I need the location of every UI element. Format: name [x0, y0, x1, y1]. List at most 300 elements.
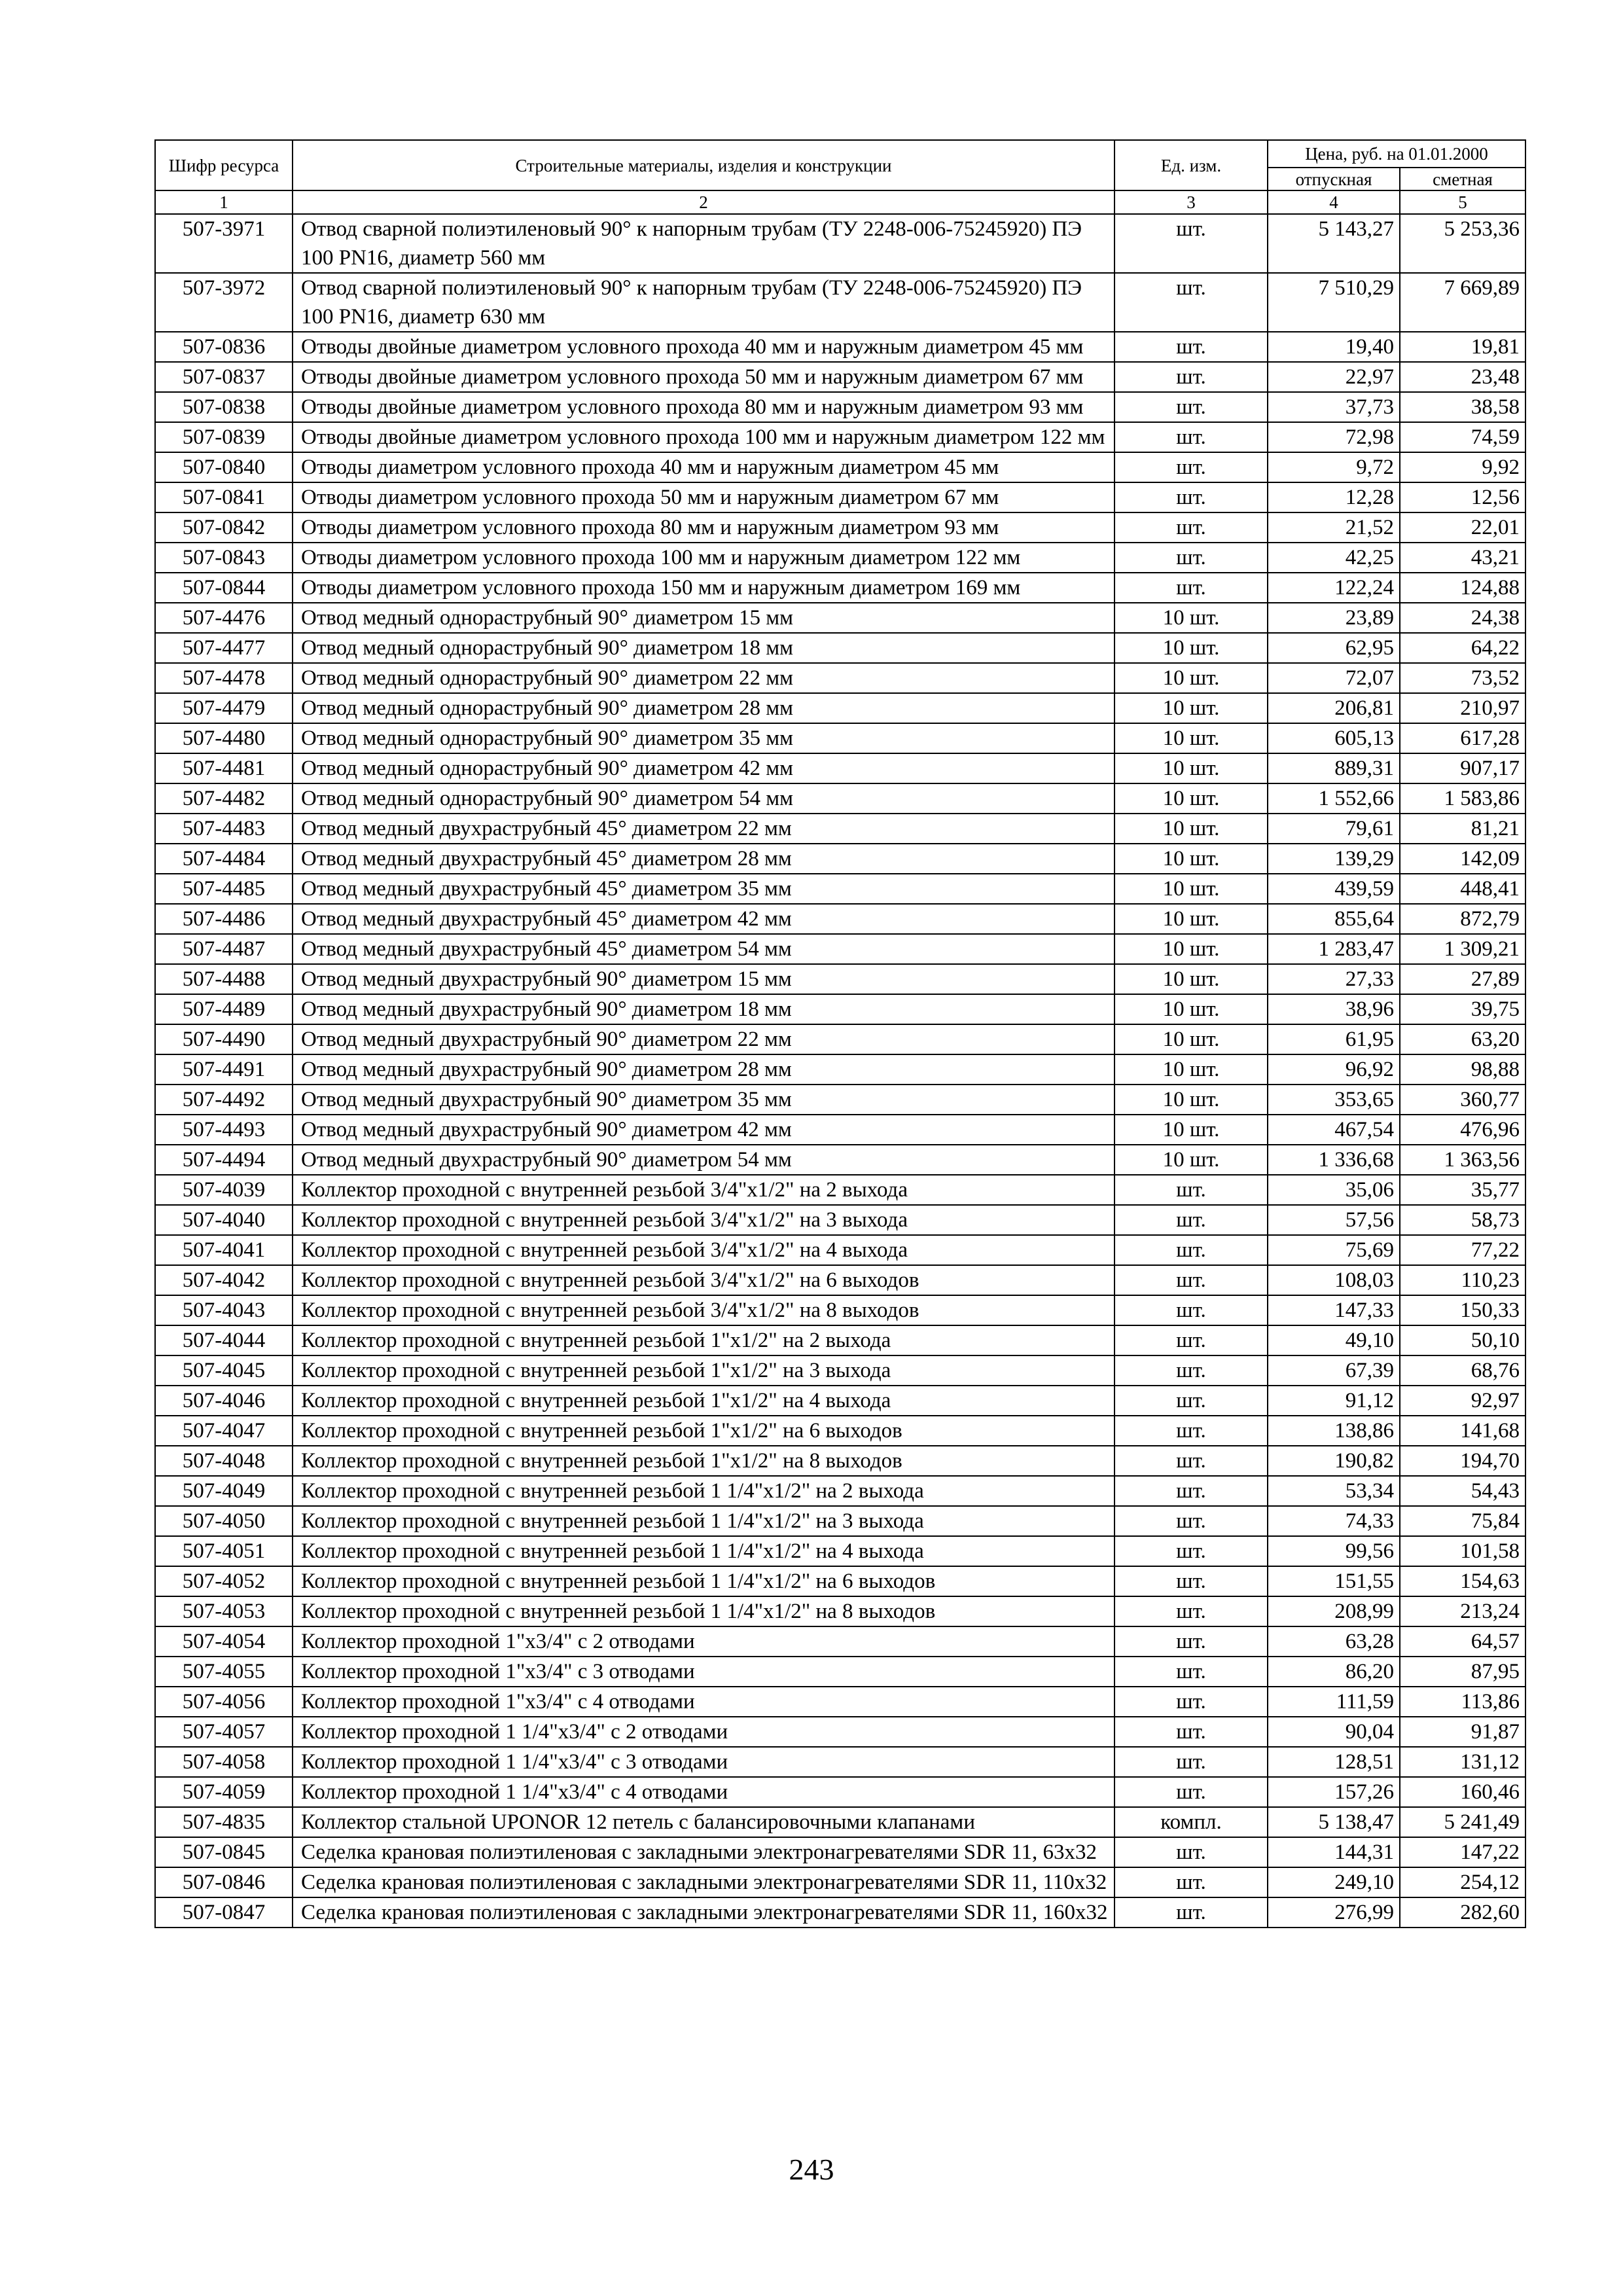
table-row — [155, 994, 1525, 1024]
resource-code: 507-4044 — [155, 1325, 293, 1355]
resource-code: 507-4039 — [155, 1175, 293, 1205]
estimate-price: 58,73 — [1400, 1205, 1525, 1235]
release-price: 249,10 — [1268, 1867, 1400, 1897]
material-name: Коллектор проходной с внутренней резьбой 3/4"x1/2" на 4 выхода — [293, 1235, 1115, 1265]
resource-code: 507-4043 — [155, 1295, 293, 1325]
unit-of-measure: шт. — [1115, 1536, 1268, 1566]
unit-of-measure: 10 шт. — [1115, 693, 1268, 723]
release-price: 91,12 — [1268, 1386, 1400, 1416]
page-number: 243 — [789, 2153, 834, 2186]
resource-code: 507-4490 — [155, 1024, 293, 1054]
release-price: 74,33 — [1268, 1506, 1400, 1536]
table-row — [155, 964, 1525, 994]
unit-of-measure: шт. — [1115, 1476, 1268, 1506]
resource-code: 507-4040 — [155, 1205, 293, 1235]
estimate-price: 23,48 — [1400, 362, 1525, 392]
table-row — [155, 1446, 1525, 1476]
material-name: Отвод медный двухраструбный 45° диаметром 42 мм — [293, 904, 1115, 934]
table-body — [155, 214, 1525, 1928]
table-row — [155, 723, 1525, 753]
resource-code: 507-4042 — [155, 1265, 293, 1295]
material-name: Коллектор проходной 1"x3/4" с 4 отводами — [293, 1687, 1115, 1717]
release-price: 5 143,27 — [1268, 214, 1400, 273]
estimate-price: 213,24 — [1400, 1596, 1525, 1626]
material-name: Отвод медный однораструбный 90° диаметром 42 мм — [293, 753, 1115, 783]
estimate-price: 448,41 — [1400, 874, 1525, 904]
estimate-price: 39,75 — [1400, 994, 1525, 1024]
table-row — [155, 1506, 1525, 1536]
unit-of-measure: шт. — [1115, 543, 1268, 573]
material-name: Отводы двойные диаметром условного прохода 80 мм и наружным диаметром 93 мм — [293, 392, 1115, 422]
table-row — [155, 1085, 1525, 1115]
estimate-price: 150,33 — [1400, 1295, 1525, 1325]
estimate-price: 907,17 — [1400, 753, 1525, 783]
estimate-price: 38,58 — [1400, 392, 1525, 422]
estimate-price: 92,97 — [1400, 1386, 1525, 1416]
estimate-price: 91,87 — [1400, 1717, 1525, 1747]
resource-code: 507-0845 — [155, 1837, 293, 1867]
material-name: Отвод медный двухраструбный 45° диаметром 35 мм — [293, 874, 1115, 904]
material-name: Коллектор проходной 1 1/4"x3/4" с 2 отводами — [293, 1717, 1115, 1747]
material-name: Коллектор проходной с внутренней резьбой 1"x1/2" на 2 выхода — [293, 1325, 1115, 1355]
material-name: Отвод медный двухраструбный 90° диаметром 18 мм — [293, 994, 1115, 1024]
material-name: Коллектор проходной с внутренней резьбой 1"x1/2" на 8 выходов — [293, 1446, 1115, 1476]
unit-of-measure: шт. — [1115, 1596, 1268, 1626]
material-name: Отвод медный двухраструбный 90° диаметром 35 мм — [293, 1085, 1115, 1115]
release-price: 99,56 — [1268, 1536, 1400, 1566]
table-row — [155, 904, 1525, 934]
unit-of-measure: шт. — [1115, 1265, 1268, 1295]
release-price: 190,82 — [1268, 1446, 1400, 1476]
estimate-price: 131,12 — [1400, 1747, 1525, 1777]
material-name: Отводы двойные диаметром условного прохода 50 мм и наружным диаметром 67 мм — [293, 362, 1115, 392]
resource-code: 507-4054 — [155, 1626, 293, 1657]
price-table-sheet — [154, 139, 1525, 1928]
release-price: 122,24 — [1268, 573, 1400, 603]
release-price: 889,31 — [1268, 753, 1400, 783]
unit-of-measure: 10 шт. — [1115, 934, 1268, 964]
unit-of-measure: шт. — [1115, 1867, 1268, 1897]
material-name: Отвод медный однораструбный 90° диаметром 18 мм — [293, 633, 1115, 663]
unit-of-measure: шт. — [1115, 1837, 1268, 1867]
estimate-price: 27,89 — [1400, 964, 1525, 994]
table-row — [155, 273, 1525, 332]
table-header — [155, 140, 1525, 214]
estimate-price: 98,88 — [1400, 1054, 1525, 1085]
unit-of-measure: шт. — [1115, 1355, 1268, 1386]
material-name: Коллектор проходной с внутренней резьбой 1"x1/2" на 3 выхода — [293, 1355, 1115, 1386]
material-name: Отвод медный двухраструбный 90° диаметром 15 мм — [293, 964, 1115, 994]
release-price: 128,51 — [1268, 1747, 1400, 1777]
unit-of-measure: 10 шт. — [1115, 1085, 1268, 1115]
material-name: Коллектор проходной 1"x3/4" с 2 отводами — [293, 1626, 1115, 1657]
estimate-price: 160,46 — [1400, 1777, 1525, 1807]
estimate-price: 476,96 — [1400, 1115, 1525, 1145]
unit-of-measure: 10 шт. — [1115, 783, 1268, 814]
table-row — [155, 1657, 1525, 1687]
table-row — [155, 1175, 1525, 1205]
header-release-price: отпускная — [1268, 168, 1400, 190]
resource-code: 507-4482 — [155, 783, 293, 814]
estimate-price: 7 669,89 — [1400, 273, 1525, 332]
release-price: 151,55 — [1268, 1566, 1400, 1596]
material-name: Коллектор проходной с внутренней резьбой 1 1/4"x1/2" на 4 выхода — [293, 1536, 1115, 1566]
unit-of-measure: шт. — [1115, 1325, 1268, 1355]
material-name: Седелка крановая полиэтиленовая с закладными электронагревателями SDR 11, 110x32 — [293, 1867, 1115, 1897]
resource-code: 507-4057 — [155, 1717, 293, 1747]
material-name: Отводы диаметром условного прохода 100 мм и наружным диаметром 122 мм — [293, 543, 1115, 573]
header-price: Цена, руб. на 01.01.2000 — [1268, 140, 1525, 168]
unit-of-measure: шт. — [1115, 1687, 1268, 1717]
release-price: 96,92 — [1268, 1054, 1400, 1085]
resource-code: 507-4050 — [155, 1506, 293, 1536]
resource-code: 507-4055 — [155, 1657, 293, 1687]
material-name: Коллектор проходной 1 1/4"x3/4" с 3 отводами — [293, 1747, 1115, 1777]
unit-of-measure: шт. — [1115, 362, 1268, 392]
material-name: Коллектор стальной UPONOR 12 петель с балансировочными клапанами — [293, 1807, 1115, 1837]
resource-code: 507-0838 — [155, 392, 293, 422]
unit-of-measure: шт. — [1115, 482, 1268, 512]
release-price: 5 138,47 — [1268, 1807, 1400, 1837]
release-price: 1 283,47 — [1268, 934, 1400, 964]
release-price: 7 510,29 — [1268, 273, 1400, 332]
estimate-price: 87,95 — [1400, 1657, 1525, 1687]
table-row — [155, 1747, 1525, 1777]
unit-of-measure: шт. — [1115, 1566, 1268, 1596]
resource-code: 507-4480 — [155, 723, 293, 753]
estimate-price: 124,88 — [1400, 573, 1525, 603]
unit-of-measure: 10 шт. — [1115, 904, 1268, 934]
resource-code: 507-4486 — [155, 904, 293, 934]
estimate-price: 210,97 — [1400, 693, 1525, 723]
release-price: 72,07 — [1268, 663, 1400, 693]
estimate-price: 154,63 — [1400, 1566, 1525, 1596]
table-row — [155, 753, 1525, 783]
resource-code: 507-3972 — [155, 273, 293, 332]
release-price: 208,99 — [1268, 1596, 1400, 1626]
material-name: Отводы диаметром условного прохода 50 мм и наружным диаметром 67 мм — [293, 482, 1115, 512]
material-name: Коллектор проходной с внутренней резьбой 1 1/4"x1/2" на 3 выхода — [293, 1506, 1115, 1536]
unit-of-measure: шт. — [1115, 1295, 1268, 1325]
material-name: Седелка крановая полиэтиленовая с закладными электронагревателями SDR 11, 160x32 — [293, 1897, 1115, 1928]
estimate-price: 141,68 — [1400, 1416, 1525, 1446]
unit-of-measure: шт. — [1115, 1657, 1268, 1687]
material-name: Отвод медный двухраструбный 90° диаметром 42 мм — [293, 1115, 1115, 1145]
resource-code: 507-4491 — [155, 1054, 293, 1085]
unit-of-measure: шт. — [1115, 573, 1268, 603]
estimate-price: 194,70 — [1400, 1446, 1525, 1476]
material-name: Коллектор проходной с внутренней резьбой 1 1/4"x1/2" на 2 выхода — [293, 1476, 1115, 1506]
header-unit: Ед. изм. — [1115, 140, 1268, 190]
unit-of-measure: 10 шт. — [1115, 1024, 1268, 1054]
estimate-price: 64,57 — [1400, 1626, 1525, 1657]
release-price: 21,52 — [1268, 512, 1400, 543]
header-col-number: 2 — [293, 190, 1115, 214]
table-row — [155, 1205, 1525, 1235]
resource-code: 507-0847 — [155, 1897, 293, 1928]
unit-of-measure: шт. — [1115, 392, 1268, 422]
material-name: Отвод медный однораструбный 90° диаметром 28 мм — [293, 693, 1115, 723]
resource-code: 507-4494 — [155, 1145, 293, 1175]
unit-of-measure: шт. — [1115, 1506, 1268, 1536]
release-price: 147,33 — [1268, 1295, 1400, 1325]
unit-of-measure: шт. — [1115, 1626, 1268, 1657]
unit-of-measure: 10 шт. — [1115, 633, 1268, 663]
table-row — [155, 1867, 1525, 1897]
material-name: Отвод медный однораструбный 90° диаметром 22 мм — [293, 663, 1115, 693]
unit-of-measure: 10 шт. — [1115, 603, 1268, 633]
table-row — [155, 603, 1525, 633]
unit-of-measure: 10 шт. — [1115, 1115, 1268, 1145]
unit-of-measure: 10 шт. — [1115, 723, 1268, 753]
material-name: Коллектор проходной 1 1/4"x3/4" с 4 отводами — [293, 1777, 1115, 1807]
resource-code: 507-4493 — [155, 1115, 293, 1145]
estimate-price: 282,60 — [1400, 1897, 1525, 1928]
material-name: Коллектор проходной с внутренней резьбой 3/4"x1/2" на 8 выходов — [293, 1295, 1115, 1325]
material-name: Отвод сварной полиэтиленовый 90° к напорным трубам (ТУ 2248-006-75245920) ПЭ 100 PN16, диаметр 560 мм — [293, 214, 1115, 273]
release-price: 108,03 — [1268, 1265, 1400, 1295]
estimate-price: 64,22 — [1400, 633, 1525, 663]
release-price: 62,95 — [1268, 633, 1400, 663]
table-row — [155, 1777, 1525, 1807]
release-price: 276,99 — [1268, 1897, 1400, 1928]
release-price: 138,86 — [1268, 1416, 1400, 1446]
table-row — [155, 1024, 1525, 1054]
resource-code: 507-4041 — [155, 1235, 293, 1265]
resource-code: 507-4047 — [155, 1416, 293, 1446]
resource-code: 507-4052 — [155, 1566, 293, 1596]
resource-code: 507-0839 — [155, 422, 293, 452]
release-price: 75,69 — [1268, 1235, 1400, 1265]
resource-code: 507-4483 — [155, 814, 293, 844]
table-row — [155, 783, 1525, 814]
resource-code: 507-4489 — [155, 994, 293, 1024]
estimate-price: 617,28 — [1400, 723, 1525, 753]
release-price: 439,59 — [1268, 874, 1400, 904]
table-row — [155, 543, 1525, 573]
release-price: 1 552,66 — [1268, 783, 1400, 814]
unit-of-measure: 10 шт. — [1115, 663, 1268, 693]
release-price: 49,10 — [1268, 1325, 1400, 1355]
estimate-price: 77,22 — [1400, 1235, 1525, 1265]
table-row — [155, 633, 1525, 663]
resource-code: 507-4056 — [155, 1687, 293, 1717]
unit-of-measure: шт. — [1115, 1386, 1268, 1416]
material-name: Отвод медный однораструбный 90° диаметром 15 мм — [293, 603, 1115, 633]
table-row — [155, 663, 1525, 693]
material-name: Отвод медный однораструбный 90° диаметром 54 мм — [293, 783, 1115, 814]
table-row — [155, 1897, 1525, 1928]
release-price: 12,28 — [1268, 482, 1400, 512]
material-name: Седелка крановая полиэтиленовая с закладными электронагревателями SDR 11, 63x32 — [293, 1837, 1115, 1867]
release-price: 23,89 — [1268, 603, 1400, 633]
estimate-price: 254,12 — [1400, 1867, 1525, 1897]
table-row — [155, 1536, 1525, 1566]
material-name: Коллектор проходной с внутренней резьбой 3/4"x1/2" на 6 выходов — [293, 1265, 1115, 1295]
release-price: 35,06 — [1268, 1175, 1400, 1205]
release-price: 67,39 — [1268, 1355, 1400, 1386]
release-price: 37,73 — [1268, 392, 1400, 422]
resource-code: 507-4488 — [155, 964, 293, 994]
estimate-price: 5 241,49 — [1400, 1807, 1525, 1837]
release-price: 57,56 — [1268, 1205, 1400, 1235]
table-row — [155, 934, 1525, 964]
table-row — [155, 1295, 1525, 1325]
unit-of-measure: 10 шт. — [1115, 964, 1268, 994]
estimate-price: 24,38 — [1400, 603, 1525, 633]
unit-of-measure: шт. — [1115, 1446, 1268, 1476]
estimate-price: 73,52 — [1400, 663, 1525, 693]
table-row — [155, 814, 1525, 844]
resource-code: 507-4835 — [155, 1807, 293, 1837]
unit-of-measure: 10 шт. — [1115, 994, 1268, 1024]
estimate-price: 43,21 — [1400, 543, 1525, 573]
resource-code: 507-4058 — [155, 1747, 293, 1777]
material-name: Отводы диаметром условного прохода 40 мм и наружным диаметром 45 мм — [293, 452, 1115, 482]
material-name: Отвод медный двухраструбный 45° диаметром 22 мм — [293, 814, 1115, 844]
resource-code: 507-0846 — [155, 1867, 293, 1897]
unit-of-measure: шт. — [1115, 273, 1268, 332]
estimate-price: 68,76 — [1400, 1355, 1525, 1386]
unit-of-measure: шт. — [1115, 1235, 1268, 1265]
table-row — [155, 1054, 1525, 1085]
estimate-price: 5 253,36 — [1400, 214, 1525, 273]
table-row — [155, 1566, 1525, 1596]
estimate-price: 101,58 — [1400, 1536, 1525, 1566]
unit-of-measure: шт. — [1115, 214, 1268, 273]
material-name: Отводы диаметром условного прохода 80 мм и наружным диаметром 93 мм — [293, 512, 1115, 543]
table-row — [155, 1476, 1525, 1506]
table-row — [155, 452, 1525, 482]
material-name: Коллектор проходной с внутренней резьбой 3/4"x1/2" на 2 выхода — [293, 1175, 1115, 1205]
release-price: 42,25 — [1268, 543, 1400, 573]
table-row — [155, 1837, 1525, 1867]
table-row — [155, 1145, 1525, 1175]
estimate-price: 360,77 — [1400, 1085, 1525, 1115]
resource-code: 507-0836 — [155, 332, 293, 362]
estimate-price: 142,09 — [1400, 844, 1525, 874]
unit-of-measure: 10 шт. — [1115, 814, 1268, 844]
header-col-number: 5 — [1400, 190, 1525, 214]
unit-of-measure: шт. — [1115, 422, 1268, 452]
release-price: 139,29 — [1268, 844, 1400, 874]
release-price: 22,97 — [1268, 362, 1400, 392]
table-row — [155, 214, 1525, 273]
release-price: 61,95 — [1268, 1024, 1400, 1054]
estimate-price: 147,22 — [1400, 1837, 1525, 1867]
material-name: Коллектор проходной с внутренней резьбой 3/4"x1/2" на 3 выхода — [293, 1205, 1115, 1235]
material-name: Отводы диаметром условного прохода 150 мм и наружным диаметром 169 мм — [293, 573, 1115, 603]
table-row — [155, 1355, 1525, 1386]
estimate-price: 113,86 — [1400, 1687, 1525, 1717]
resource-code: 507-0837 — [155, 362, 293, 392]
release-price: 1 336,68 — [1268, 1145, 1400, 1175]
unit-of-measure: шт. — [1115, 1416, 1268, 1446]
resource-code: 507-3971 — [155, 214, 293, 273]
unit-of-measure: шт. — [1115, 332, 1268, 362]
estimate-price: 81,21 — [1400, 814, 1525, 844]
estimate-price: 872,79 — [1400, 904, 1525, 934]
release-price: 855,64 — [1268, 904, 1400, 934]
table-row — [155, 1386, 1525, 1416]
resource-code: 507-4053 — [155, 1596, 293, 1626]
material-name: Коллектор проходной с внутренней резьбой 1"x1/2" на 4 выхода — [293, 1386, 1115, 1416]
release-price: 86,20 — [1268, 1657, 1400, 1687]
material-name: Коллектор проходной с внутренней резьбой 1 1/4"x1/2" на 6 выходов — [293, 1566, 1115, 1596]
unit-of-measure: 10 шт. — [1115, 1054, 1268, 1085]
material-name: Отвод медный двухраструбный 45° диаметром 54 мм — [293, 934, 1115, 964]
header-name: Строительные материалы, изделия и конструкции — [293, 140, 1115, 190]
estimate-price: 1 363,56 — [1400, 1145, 1525, 1175]
unit-of-measure: шт. — [1115, 452, 1268, 482]
table-row — [155, 573, 1525, 603]
release-price: 19,40 — [1268, 332, 1400, 362]
table-row — [155, 1235, 1525, 1265]
resource-code: 507-4045 — [155, 1355, 293, 1386]
estimate-price: 1 583,86 — [1400, 783, 1525, 814]
unit-of-measure: 10 шт. — [1115, 753, 1268, 783]
resource-code: 507-4487 — [155, 934, 293, 964]
header-col-number: 4 — [1268, 190, 1400, 214]
material-name: Отвод медный двухраструбный 90° диаметром 28 мм — [293, 1054, 1115, 1085]
estimate-price: 35,77 — [1400, 1175, 1525, 1205]
table-row — [155, 844, 1525, 874]
release-price: 353,65 — [1268, 1085, 1400, 1115]
table-row — [155, 1687, 1525, 1717]
material-name: Коллектор проходной с внутренней резьбой 1"x1/2" на 6 выходов — [293, 1416, 1115, 1446]
resource-code: 507-4492 — [155, 1085, 293, 1115]
release-price: 157,26 — [1268, 1777, 1400, 1807]
table-row — [155, 1115, 1525, 1145]
unit-of-measure: компл. — [1115, 1807, 1268, 1837]
header-estimate-price: сметная — [1400, 168, 1525, 190]
release-price: 9,72 — [1268, 452, 1400, 482]
resource-code: 507-4051 — [155, 1536, 293, 1566]
unit-of-measure: шт. — [1115, 1717, 1268, 1747]
estimate-price: 9,92 — [1400, 452, 1525, 482]
resource-code: 507-4478 — [155, 663, 293, 693]
release-price: 144,31 — [1268, 1837, 1400, 1867]
table-row — [155, 482, 1525, 512]
resource-code: 507-0844 — [155, 573, 293, 603]
resource-code: 507-4479 — [155, 693, 293, 723]
table-row — [155, 1717, 1525, 1747]
release-price: 605,13 — [1268, 723, 1400, 753]
resource-code: 507-0842 — [155, 512, 293, 543]
release-price: 38,96 — [1268, 994, 1400, 1024]
material-name: Отвод медный двухраструбный 90° диаметром 54 мм — [293, 1145, 1115, 1175]
unit-of-measure: шт. — [1115, 1897, 1268, 1928]
release-price: 63,28 — [1268, 1626, 1400, 1657]
unit-of-measure: 10 шт. — [1115, 874, 1268, 904]
estimate-price: 50,10 — [1400, 1325, 1525, 1355]
table-row — [155, 1265, 1525, 1295]
table-row — [155, 422, 1525, 452]
table-row — [155, 1626, 1525, 1657]
resource-code: 507-4059 — [155, 1777, 293, 1807]
material-name: Отводы двойные диаметром условного прохода 40 мм и наружным диаметром 45 мм — [293, 332, 1115, 362]
table-row — [155, 874, 1525, 904]
resource-code: 507-4476 — [155, 603, 293, 633]
material-name: Отвод медный двухраструбный 45° диаметром 28 мм — [293, 844, 1115, 874]
material-name: Отвод медный однораструбный 90° диаметром 35 мм — [293, 723, 1115, 753]
unit-of-measure: шт. — [1115, 1175, 1268, 1205]
table-row — [155, 512, 1525, 543]
resource-code: 507-4048 — [155, 1446, 293, 1476]
estimate-price: 54,43 — [1400, 1476, 1525, 1506]
resource-code: 507-4484 — [155, 844, 293, 874]
header-code: Шифр ресурса — [155, 140, 293, 190]
